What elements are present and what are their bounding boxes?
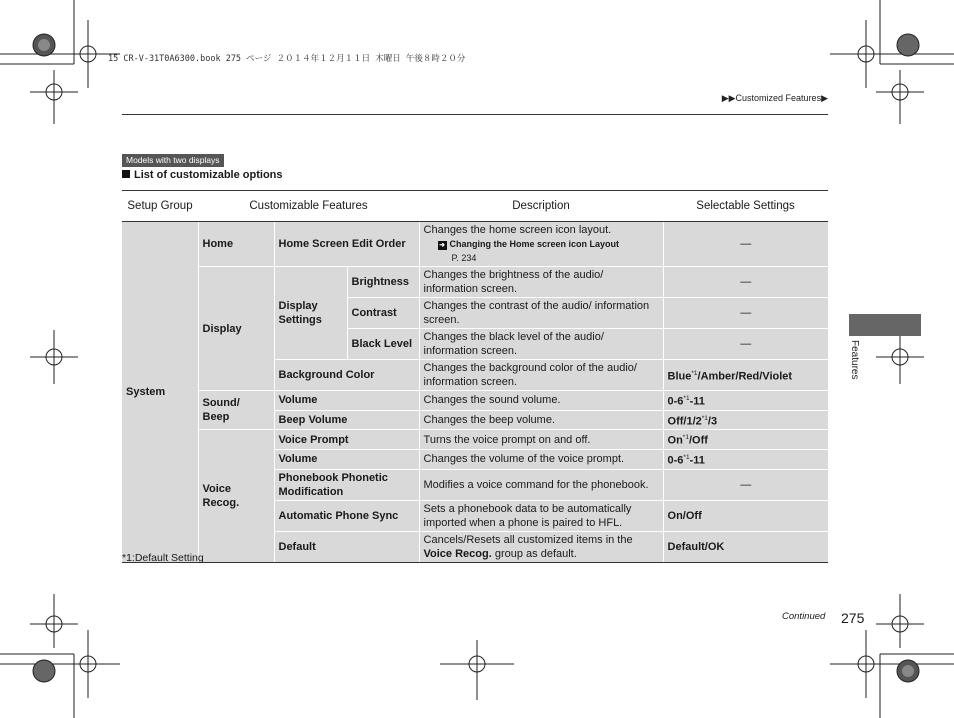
xref-text[interactable]: Changing the Home screen icon Layout [449,239,620,249]
subgroup-sound-beep: Sound/ Beep [198,391,274,430]
feature-automatic-phone-sync: Automatic Phone Sync [274,500,419,531]
settings-cell: — [663,222,828,267]
description-cell [419,222,663,267]
settings-cell: Default/OK [663,531,828,562]
options-table [122,190,828,563]
description-cell: Changes the volume of the voice prompt. [419,449,663,469]
settings-cell [663,430,828,450]
feature-black-level: Black Level [347,329,419,360]
feature-contrast: Contrast [347,298,419,329]
list-title-text: List of customizable options [134,169,283,181]
col-description: Description [419,191,663,222]
table-row [122,222,828,267]
header-rule [122,114,828,115]
feature-volume: Volume [274,391,419,411]
description-cell: Changes the beep volume. [419,410,663,430]
breadcrumb[interactable]: ▶▶Customized Features▶ [721,93,828,103]
table-row [122,267,828,298]
settings-cell: On/Off [663,500,828,531]
col-setup-group: Setup Group [122,191,198,222]
list-title [122,169,283,181]
footnote-ref: *1 [691,369,698,377]
section-label-text[interactable]: Features [849,340,860,380]
description-cell: Changes the sound volume. [419,391,663,411]
model-tag: Models with two displays [122,154,224,167]
table-header-row [122,191,828,222]
settings-cell [663,449,828,469]
feature-default: Default [274,531,419,562]
subgroup-home: Home [198,222,274,267]
description-cell: Changes the black level of the audio/ information screen. [419,329,663,360]
settings-cell: — [663,267,828,298]
feature-volume: Volume [274,449,419,469]
description-cell [419,531,663,562]
subgroup-voice-recog: Voice Recog. [198,430,274,562]
other-values: /Amber/Red/Violet [697,370,793,383]
table-row [122,391,828,411]
footnote-ref: *1 [682,434,689,442]
xref-arrow-icon: ➜ [439,242,445,249]
footnote-ref: *1 [701,414,708,422]
display-settings-label: Display Settings [274,267,347,360]
setting-range-end: -11 [689,454,705,467]
col-selectable-settings: Selectable Settings [663,191,828,222]
feature-home-screen-edit-order: Home Screen Edit Order [274,222,419,267]
description-cell: Changes the brightness of the audio/ information screen. [419,267,663,298]
cross-reference-link[interactable] [424,237,659,251]
setting-range-start: 0-6 [667,454,684,467]
subgroup-display: Display [198,267,274,391]
description-bold: Voice Recog. [423,547,492,560]
description-cell: Modifies a voice command for the phonebook. [419,469,663,500]
group-system: System [122,222,198,563]
setting-values: /3 [707,415,718,428]
xref-page[interactable]: P. 234 [451,253,477,263]
section-label[interactable] [846,340,866,390]
feature-phonebook-phonetic-modification: Phonebook Phonetic Modification [274,469,419,500]
feature-voice-prompt: Voice Prompt [274,430,419,450]
description-cell: Changes the contrast of the audio/ information screen. [419,298,663,329]
settings-cell: — [663,469,828,500]
square-bullet-icon [122,170,130,178]
feature-background-color: Background Color [274,360,419,391]
footnote-ref: *1 [683,453,690,461]
settings-cell [663,360,828,391]
settings-cell: — [663,329,828,360]
col-customizable-features: Customizable Features [198,191,419,222]
setting-values: On [667,434,683,447]
settings-cell [663,410,828,430]
description-text: group as default. [494,547,577,560]
page-number: 275 [841,610,865,626]
settings-cell: — [663,298,828,329]
setting-range-end: -11 [689,395,705,408]
description-cell: Changes the background color of the audio/ information screen. [419,360,663,391]
footnote-ref: *1 [683,395,690,402]
section-tab[interactable] [849,314,921,336]
feature-beep-volume: Beep Volume [274,410,419,430]
continued-label: Continued [782,611,826,622]
description-cell: Turns the voice prompt on and off. [419,430,663,450]
description-cell: Sets a phonebook data to be automatically imported when a phone is paired to HFL. [419,500,663,531]
settings-cell [663,391,828,411]
setting-range-start: 0-6 [667,395,684,408]
description-text: Changes the home screen icon layout. [423,224,612,236]
footnote: *1:Default Setting [122,552,204,564]
setting-values: /Off [688,434,708,447]
feature-brightness: Brightness [347,267,419,298]
table-row [122,430,828,450]
setting-values: Off/1/2 [667,415,702,428]
print-header: 15 CR-V-31T0A6300.book 275 ページ ２０１４年１２月１１日 木曜日 午後８時２０分 [108,54,466,64]
default-value: Blue [667,370,692,383]
description-text: Cancels/Resets all customized items in the [423,533,633,546]
